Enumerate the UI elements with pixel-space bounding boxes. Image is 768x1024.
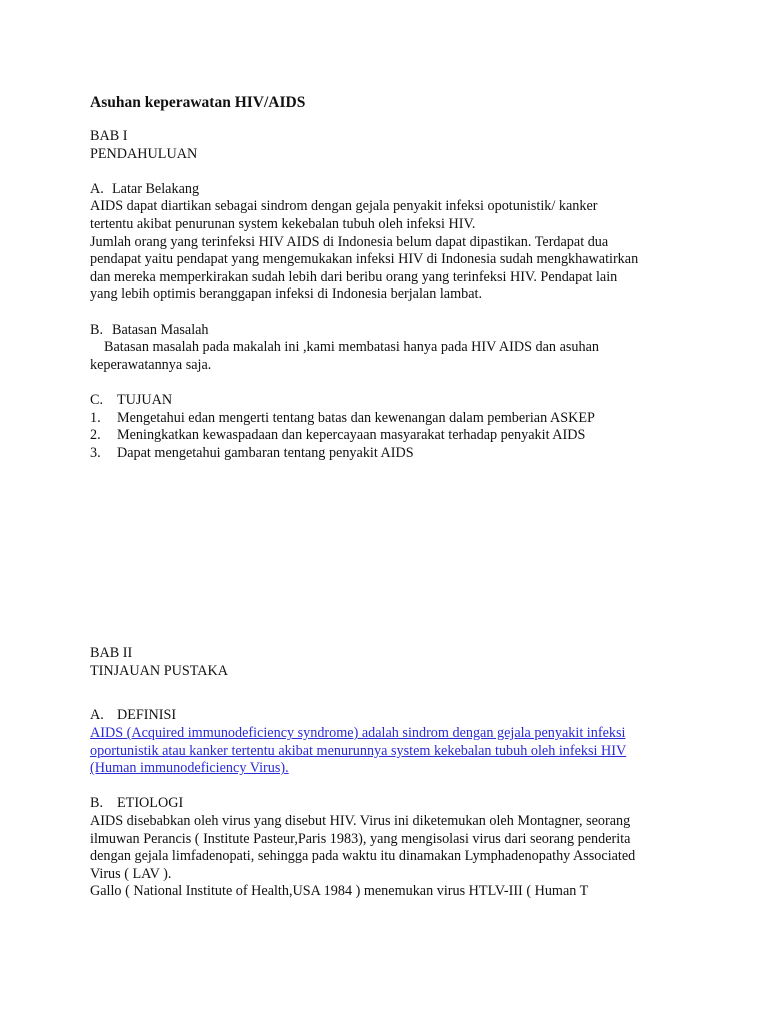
section-tujuan-heading <box>90 392 690 410</box>
paragraph-line: Jumlah orang yang terinfeksi HIV AIDS di Indonesia belum dapat dipastikan. Terdapat dua <box>90 233 609 250</box>
section-title: Latar Belakang <box>112 180 200 197</box>
list-item <box>90 445 690 463</box>
section-marker: B. <box>90 795 104 812</box>
list-number: 1. <box>90 409 101 426</box>
list-number: 2. <box>90 427 101 444</box>
paragraph-line: Gallo ( National Institute of Health,USA 1984 ) menemukan virus HTLV-III ( Human T <box>90 883 589 900</box>
paragraph-line: Virus ( LAV ). <box>90 865 172 882</box>
bab1-subheading: PENDAHULUAN <box>90 145 198 162</box>
list-text: Dapat mengetahui gambaran tentang penyakit AIDS <box>117 444 414 461</box>
list-number: 3. <box>90 444 101 461</box>
list-item <box>90 427 690 445</box>
definition-link-line[interactable]: oportunistik atau kanker tertentu akibat menurunnya system kekebalan tubuh oleh infeksi HIV <box>90 742 627 759</box>
paragraph-line: ilmuwan Perancis ( Institute Pasteur,Paris 1983), yang mengisolasi virus dari seorang penderita <box>90 830 631 847</box>
paragraph-line: dan mereka memperkirakan sudah lebih dari beribu orang yang terinfeksi HIV. Pendapat lain <box>90 268 618 285</box>
section-marker: C. <box>90 391 104 408</box>
section-marker: A. <box>90 180 104 197</box>
paragraph-line: tertentu akibat penurunan system kekebalan tubuh oleh infeksi HIV. <box>90 215 476 232</box>
bab2-subheading: TINJAUAN PUSTAKA <box>90 662 228 679</box>
section-title: TUJUAN <box>117 391 173 408</box>
bab1-heading: BAB I <box>90 128 128 144</box>
section-title: Batasan Masalah <box>112 321 209 338</box>
paragraph-line: pendapat yaitu pendapat yang mengemukakan infeksi HIV di Indonesia sudah mengkhawatirkan <box>90 251 639 268</box>
list-text: Meningkatkan kewaspadaan dan kepercayaan masyarakat terhadap penyakit AIDS <box>117 427 586 444</box>
definition-link-line[interactable]: (Human immunodeficiency Virus). <box>90 760 289 777</box>
paragraph-line: keperawatannya saja. <box>90 356 212 373</box>
section-latar-belakang-heading <box>90 181 690 199</box>
section-title: ETIOLOGI <box>117 795 184 812</box>
definition-link-line[interactable]: AIDS (Acquired immunodeficiency syndrome) adalah sindrom dengan gejala penyakit infeksi <box>90 725 626 742</box>
section-etiologi-heading <box>90 795 690 813</box>
list-item <box>90 410 690 428</box>
section-definisi-heading <box>90 707 690 725</box>
section-marker: A. <box>90 707 104 724</box>
paragraph-line: AIDS disebabkan oleh virus yang disebut HIV. Virus ini diketemukan oleh Montagner, seorang <box>90 813 631 830</box>
paragraph-line: yang lebih optimis beranggapan infeksi di Indonesia berjalan lambat. <box>90 286 483 303</box>
paragraph-line: dengan gejala limfadenopati, sehingga pada waktu itu dinamakan Lymphadenopathy Associated <box>90 848 636 865</box>
section-title: DEFINISI <box>117 707 177 724</box>
list-text: Mengetahui edan mengerti tentang batas dan kewenangan dalam pemberian ASKEP <box>117 409 595 426</box>
section-batasan-masalah-heading <box>90 322 690 340</box>
paragraph-line: Batasan masalah pada makalah ini ,kami membatasi hanya pada HIV AIDS dan asuhan <box>104 339 599 356</box>
bab2-heading: BAB II <box>90 645 133 662</box>
document-content <box>90 92 690 901</box>
paragraph-line: AIDS dapat diartikan sebagai sindrom dengan gejala penyakit infeksi opotunistik/ kanker <box>90 198 598 215</box>
document-title: Asuhan keperawatan HIV/AIDS <box>90 94 306 111</box>
section-marker: B. <box>90 321 104 338</box>
